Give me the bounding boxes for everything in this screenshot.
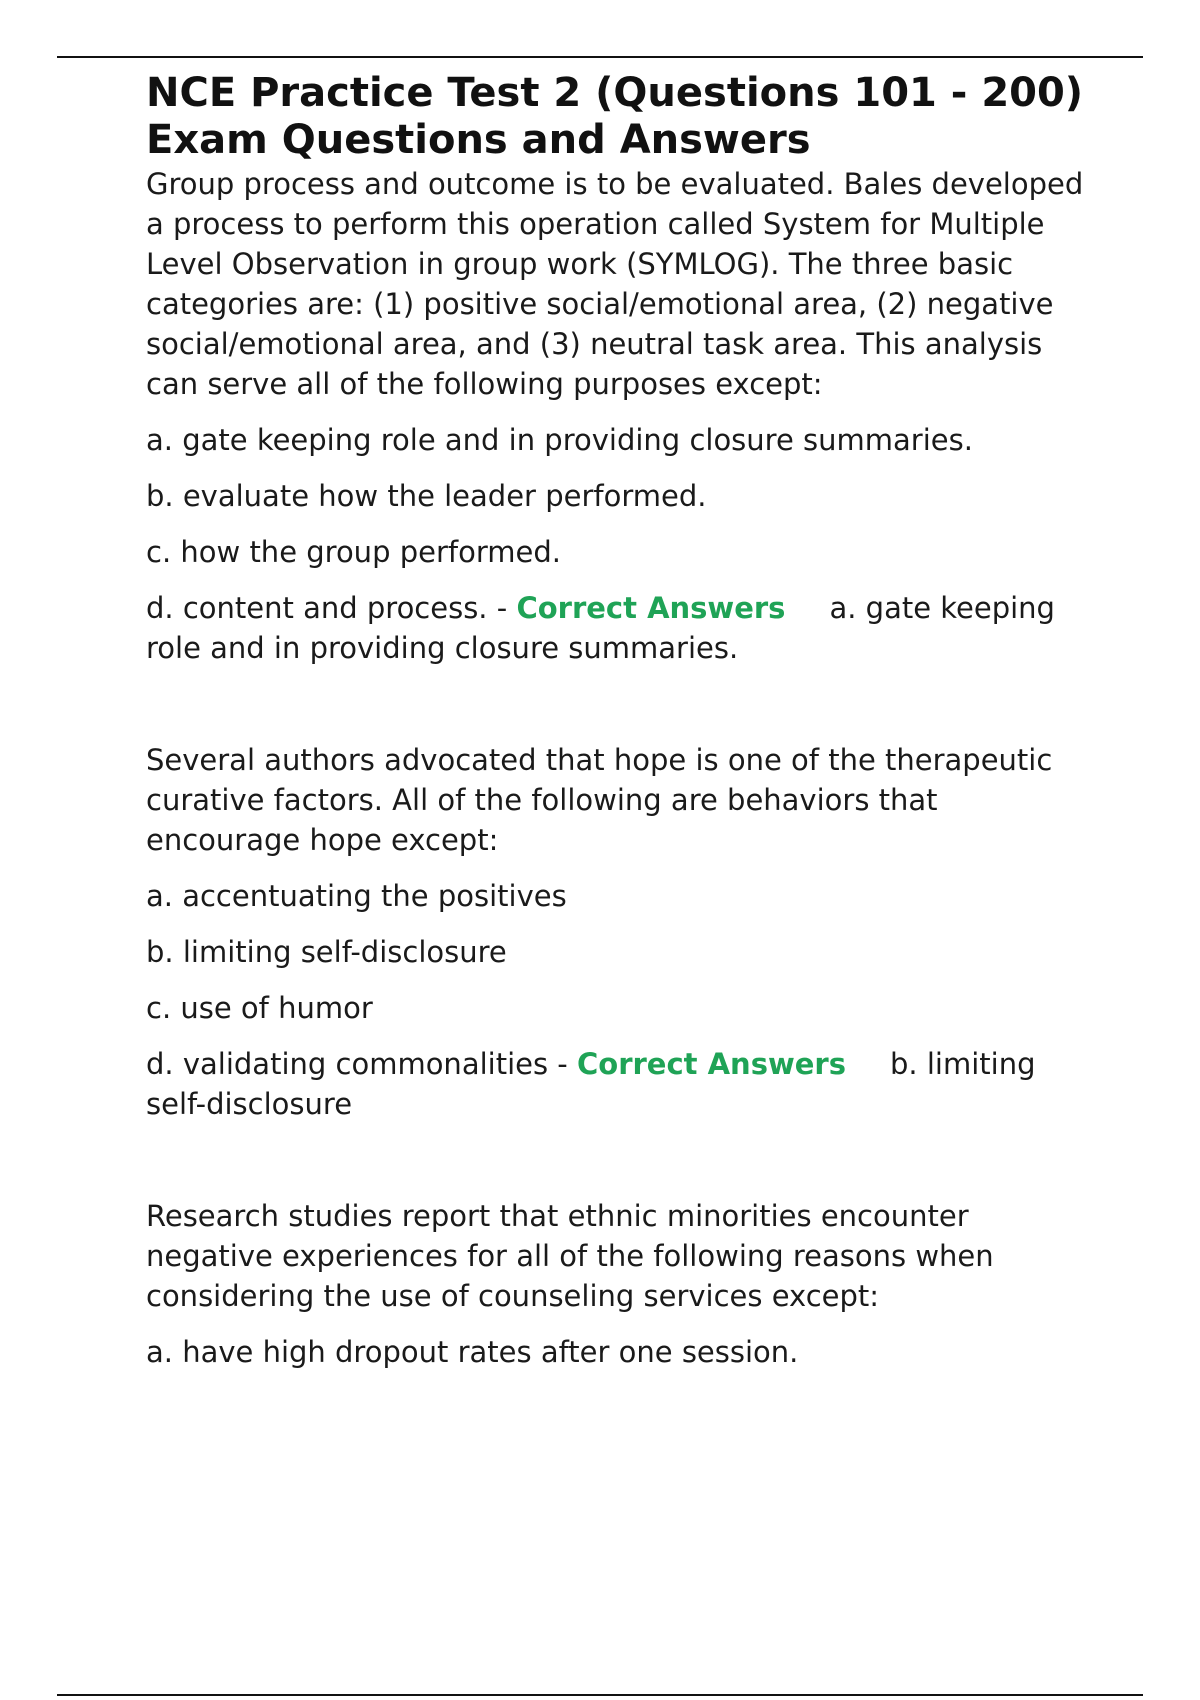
question-text: Several authors advocated that hope is one of the therapeutic curative factors. All of the following are behaviors that encourage hope except: <box>146 743 1053 857</box>
option-d-with-answer <box>146 588 1098 668</box>
document-body <box>146 70 1098 1388</box>
top-rule <box>57 56 1143 58</box>
option-d: d. content and process. - <box>146 591 508 625</box>
option-c: c. use of humor <box>146 991 373 1025</box>
question-gap <box>146 1140 1098 1196</box>
correct-answer: b. limiting self-disclosure <box>146 1047 1036 1121</box>
question-text: Research studies report that ethnic minorities encounter negative experiences for all of the following reasons when considering the use of counseling services except: <box>146 1199 994 1313</box>
question-2 <box>146 740 1098 1124</box>
correct-answers-label: Correct Answers <box>516 591 786 625</box>
option-a: a. have high dropout rates after one session. <box>146 1335 799 1369</box>
option-a: a. accentuating the positives <box>146 879 567 913</box>
question-text: Group process and outcome is to be evaluated. Bales developed a process to perform this operation called System for Multiple Level Observation in group work (SYMLOG). The three basic categories are: (1) positive social/emotional area, (2) negative social/emotional area, and (3) neutral task area. This analysis can serve all of the following purposes except: <box>146 167 1084 401</box>
option-b: b. evaluate how the leader performed. <box>146 479 707 513</box>
option-d-with-answer <box>146 1044 1098 1124</box>
bottom-rule <box>57 1694 1143 1696</box>
correct-answers-label: Correct Answers <box>576 1047 846 1081</box>
option-b: b. limiting self-disclosure <box>146 935 507 969</box>
option-a: a. gate keeping role and in providing closure summaries. <box>146 423 973 457</box>
correct-answer: a. gate keeping role and in providing closure summaries. <box>146 591 1055 665</box>
question-gap <box>146 684 1098 740</box>
question-1 <box>146 164 1098 668</box>
document-title: NCE Practice Test 2 (Questions 101 - 200) Exam Questions and Answers <box>146 70 1084 163</box>
option-d: d. validating commonalities - <box>146 1047 568 1081</box>
option-c: c. how the group performed. <box>146 535 561 569</box>
question-3 <box>146 1196 1098 1372</box>
